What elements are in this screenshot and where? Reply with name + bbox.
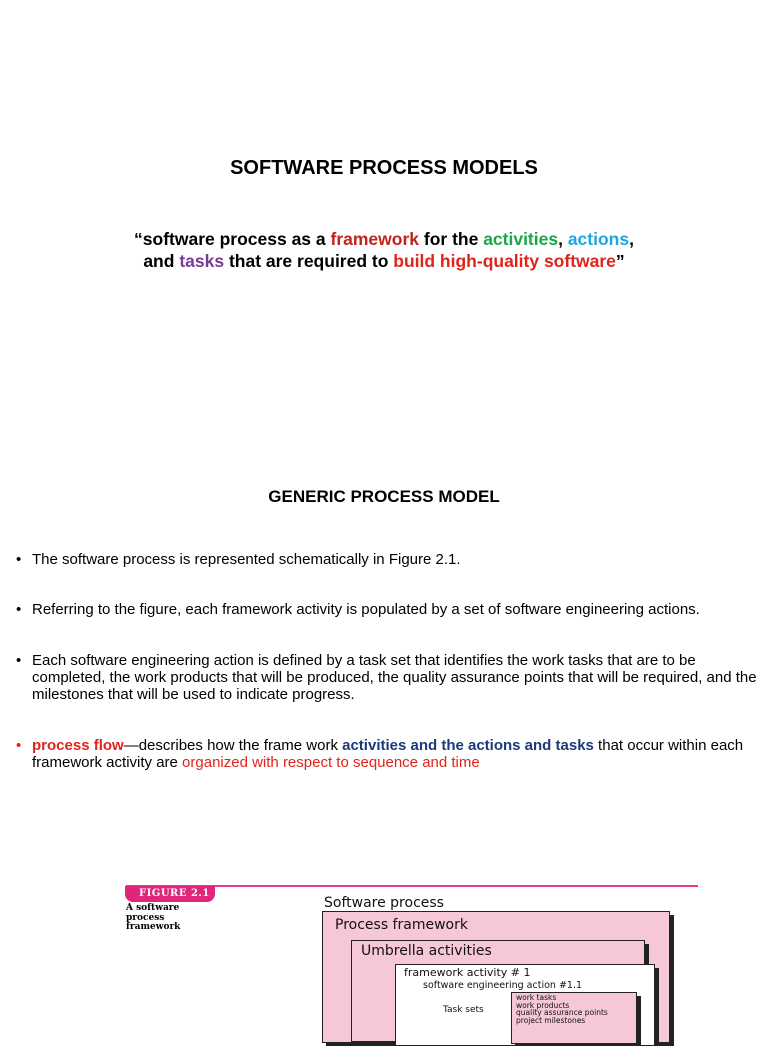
figure-label-software-process: Software process (324, 895, 444, 911)
quote-text: , (558, 229, 568, 249)
task-item: work tasks (516, 993, 557, 1002)
task-set-box (511, 992, 637, 1044)
page-title: SOFTWARE PROCESS MODELS (230, 157, 538, 179)
task-item: project milestones (516, 1015, 586, 1025)
bullet-dot: • (16, 652, 22, 669)
quote-actions: actions (567, 229, 630, 249)
task-item: work products (516, 1000, 570, 1010)
quote-text: , (629, 229, 634, 249)
quote-build: build high-quality software (393, 250, 616, 271)
quote-tasks: tasks (179, 250, 225, 271)
process-flow-text: —describes how the frame work (123, 737, 343, 754)
list-item-process-flow (16, 737, 758, 771)
quote-text: “software process as a (134, 229, 331, 249)
figure-label-umbrella-activities: Umbrella activities (361, 943, 492, 959)
quote-text: that are required to (224, 250, 394, 271)
process-flow-term: process flow (32, 737, 124, 754)
list-item (16, 652, 758, 703)
bullet-dot: • (16, 551, 22, 568)
quote-framework: framework (330, 229, 420, 249)
list-item-text: The software process is represented schematically in Figure 2.1. (32, 551, 461, 568)
bullet-dot: • (16, 737, 22, 754)
figure-caption: A software process framework (126, 903, 181, 932)
quote-text: for the (419, 229, 484, 249)
list-item-text (32, 737, 758, 771)
process-flow-text: that occur within each framework activity are (32, 737, 744, 771)
figure-label-task-sets: Task sets (443, 1005, 484, 1015)
quote-activities: activities (483, 229, 559, 249)
list-item-text: Referring to the figure, each framework activity is populated by a set of software engineering actions. (32, 601, 700, 618)
quote-text: and (143, 250, 180, 271)
figure-label-process-framework: Process framework (335, 917, 468, 933)
list-item-text: Each software engineering action is defined by a task set that identifies the work tasks that are to be completed, the work products that will be produced, the quality assurance points that will be required, and the milestones that will be used to indicate progress. (32, 652, 757, 703)
list-item (16, 601, 758, 618)
figure-number: FIGURE 2.1 (125, 886, 215, 902)
process-flow-highlight: activities and the actions and tasks (342, 737, 594, 754)
figure-label-se-action: software engineering action #1.1 (423, 980, 583, 991)
definition-quote (0, 229, 768, 272)
quote-text: ” (615, 250, 625, 271)
section-heading: GENERIC PROCESS MODEL (268, 487, 500, 506)
bullet-dot: • (16, 601, 22, 618)
process-flow-emphasis: organized with respect to sequence and time (182, 754, 480, 771)
task-item: quality assurance points (516, 1008, 608, 1017)
figure-label-framework-activity: framework activity # 1 (404, 966, 531, 979)
list-item (16, 551, 758, 568)
task-set-items (516, 994, 608, 1024)
